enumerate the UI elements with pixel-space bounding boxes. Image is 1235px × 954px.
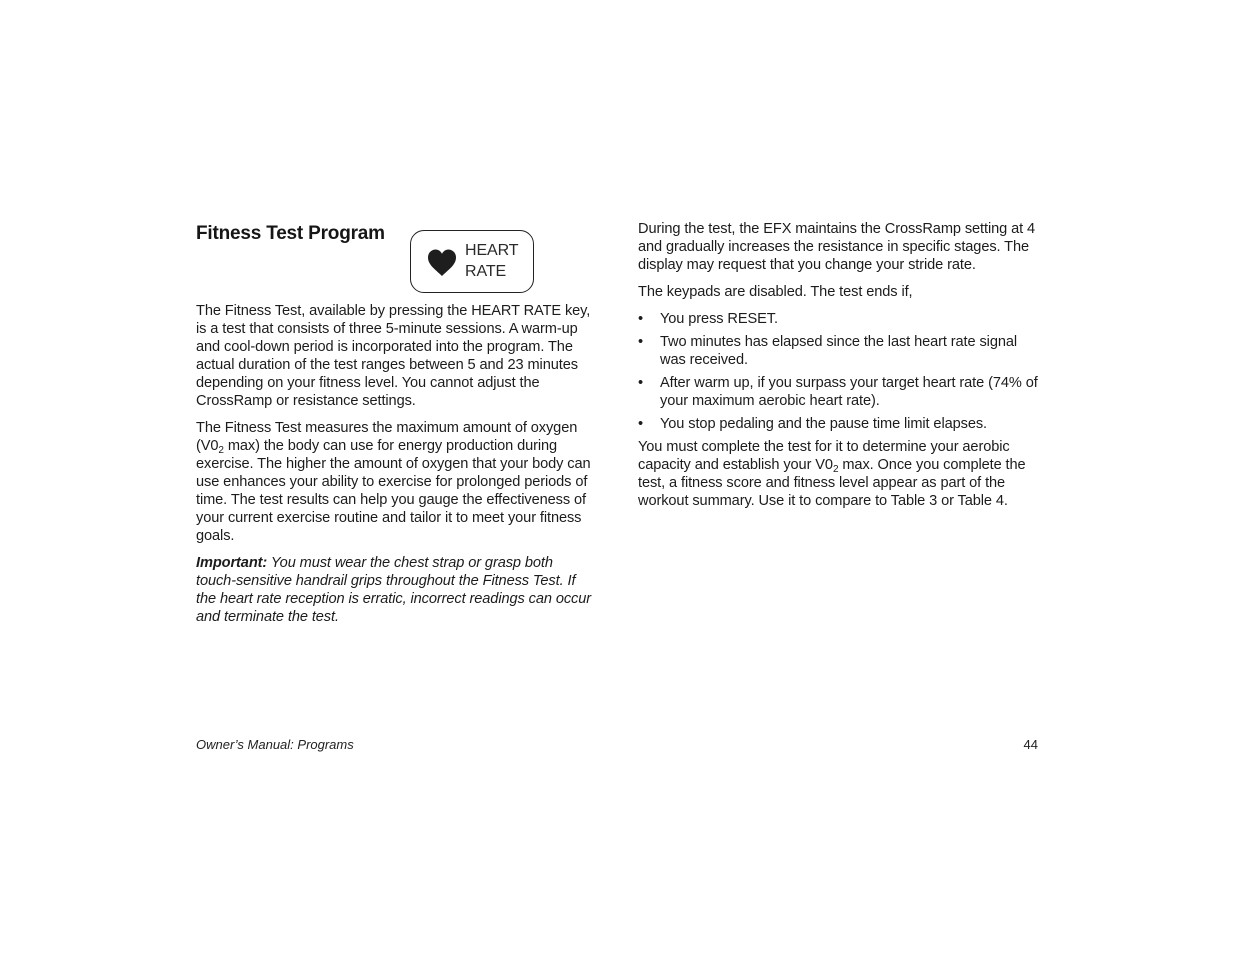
heart-icon bbox=[427, 249, 457, 277]
list-item: • After warm up, if you surpass your target heart rate (74% of your maximum aerobic heart rate). bbox=[638, 374, 1038, 410]
complete-text-after: max. Once you complete the test, a fitness score and fitness level appear as part of the workout summary. Use it to compare to Table 3 or Table 4. bbox=[638, 457, 1026, 509]
test-description-paragraph: During the test, the EFX maintains the CrossRamp setting at 4 and gradually increases the resistance in specific stages. The display may request that you change your stride rate. bbox=[638, 221, 1036, 273]
heading-row bbox=[196, 222, 596, 302]
list-item: • You press RESET. bbox=[638, 310, 1038, 328]
complete-test-paragraph bbox=[638, 438, 1038, 510]
heart-rate-label-line2: RATE bbox=[465, 263, 507, 280]
page-title: Fitness Test Program bbox=[196, 223, 385, 244]
vo2-text-before: The Fitness Test measures the maximum amount of oxygen (V0 bbox=[196, 420, 578, 454]
list-item: • You stop pedaling and the pause time limit elapses. bbox=[638, 415, 1038, 433]
complete-text-before: You must complete the test for it to determine your aerobic capacity and establish your V0 bbox=[638, 439, 1010, 473]
heart-rate-key-illustration bbox=[410, 230, 534, 293]
test-end-conditions-list bbox=[638, 310, 1038, 433]
heart-rate-label-line1: HEART bbox=[465, 242, 519, 259]
vo2-subscript: 2 bbox=[832, 464, 839, 475]
keypads-disabled-paragraph: The keypads are disabled. The test ends if, bbox=[638, 284, 913, 300]
right-column bbox=[638, 220, 1038, 519]
list-item: • Two minutes has elapsed since the last heart rate signal was received. bbox=[638, 333, 1038, 369]
important-label: Important: bbox=[196, 555, 268, 571]
vo2-paragraph bbox=[196, 419, 596, 545]
important-note bbox=[196, 554, 596, 626]
vo2-text-after: max) the body can use for energy production during exercise. The higher the amount of oxygen that your body can use enhances your ability to exercise for prolonged periods of time. The test results can help you gauge the effectiveness of your current exercise routine and tailor it to meet your fitness goals. bbox=[196, 438, 591, 544]
footer-manual-section: Owner’s Manual: Programs bbox=[196, 737, 354, 752]
intro-paragraph: The Fitness Test, available by pressing the HEART RATE key, is a test that consists of three 5-minute sessions. A warm-up and cool-down period is incorporated into the program. The actual duration of the test ranges between 5 and 23 minutes depending on your fitness level. You cannot adjust the CrossRamp or resistance settings. bbox=[196, 303, 591, 409]
left-column bbox=[196, 222, 596, 635]
important-text: You must wear the chest strap or grasp both touch-sensitive handrail grips throughout the Fitness Test. If the heart rate reception is erratic, incorrect readings can occur and terminate the test. bbox=[196, 555, 592, 625]
page-number: 44 bbox=[1023, 737, 1038, 752]
vo2-subscript: 2 bbox=[218, 445, 224, 456]
heart-rate-key-label bbox=[465, 240, 525, 282]
